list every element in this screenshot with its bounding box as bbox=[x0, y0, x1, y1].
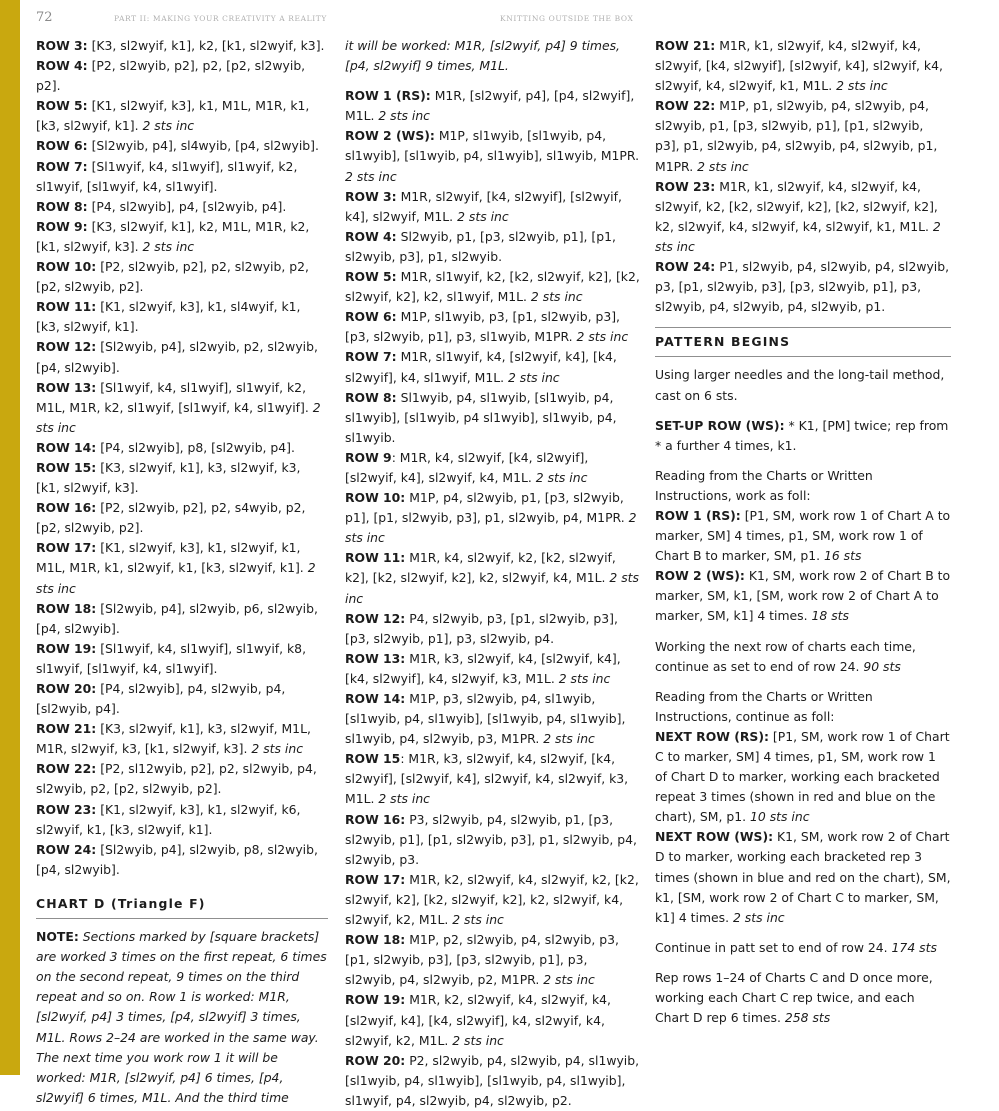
pattern-row bbox=[36, 378, 328, 438]
row-text: P2, sl2wyib, p4, sl2wyib, p4, sl1wyib, [sl1wyib, p4, sl1wyib], [sl1wyib, p4, sl1wyib], sl1wyif, p4, sl2wyib, p4, sl2wyib, p2. bbox=[345, 1052, 640, 1108]
row-label: ROW 5: bbox=[36, 98, 88, 114]
row-label: ROW 22: bbox=[36, 761, 97, 777]
row-label: ROW 18: bbox=[36, 600, 97, 616]
stitch-count: 2 sts inc bbox=[345, 168, 397, 184]
pattern-row bbox=[36, 840, 328, 880]
pattern-row bbox=[345, 649, 641, 689]
row-label: ROW 3: bbox=[345, 188, 397, 204]
pattern-row bbox=[36, 257, 328, 297]
chart-heading: CHART D (Triangle F) bbox=[36, 890, 328, 919]
row-text: [P2, sl2wyib, p2], p2, s4wyib, p2, [p2, sl2wyib, p2]. bbox=[36, 500, 306, 536]
stitch-count: 2 sts inc bbox=[378, 791, 430, 807]
pattern-row bbox=[36, 337, 328, 377]
column-3 bbox=[655, 36, 951, 1028]
continue-instructions bbox=[655, 938, 951, 958]
row-text: [K1, sl2wyif, k3], k1, M1L, M1R, k1, [k3, sl2wyif, k1]. bbox=[36, 98, 310, 134]
row-label: ROW 5: bbox=[345, 269, 397, 285]
pattern-row bbox=[36, 217, 328, 257]
column-2 bbox=[345, 36, 641, 1111]
row-text: M1R, k1, sl2wyif, k4, sl2wyif, k4, sl2wyif, k2, [k2, sl2wyif, k2], [k2, sl2wyif, k2], k2, sl2wyif, k4, sl2wyif, k4, sl2wyif, k1, M1L. bbox=[655, 178, 938, 234]
row-text: M1P, sl1wyib, [sl1wyib, p4, sl1wyib], [sl1wyib, p4, sl1wyib], sl1wyib, M1PR. bbox=[345, 128, 640, 164]
row-text: M1R, k1, sl2wyif, k4, sl2wyif, k4, sl2wyif, [k4, sl2wyif], [sl2wyif, k4], sl2wyif, k4, sl2wyif, k4, sl2wyif, k1, M1L. bbox=[655, 38, 943, 94]
stitch-count: 16 sts bbox=[823, 548, 862, 564]
row-text: : M1R, k4, sl2wyif, [k4, sl2wyif], [sl2wyif, k4], sl2wyif, k4, M1L. bbox=[345, 449, 589, 485]
row-text: [P4, sl2wyib], p8, [sl2wyib, p4]. bbox=[96, 439, 295, 455]
row-text: [Sl2wyib, p4], sl4wyib, [p4, sl2wyib]. bbox=[87, 138, 319, 154]
row-label: ROW 15: bbox=[36, 459, 97, 475]
row-label: ROW 14: bbox=[345, 691, 406, 706]
row-text: [K3, sl2wyif, k1], k2, M1L, M1R, k2, [k1, sl2wyif, k3]. bbox=[36, 218, 310, 254]
row-label: ROW 13: bbox=[345, 650, 406, 666]
row-text: [P1, SM, work row 1 of Chart A to marker, SM] 4 times, p1, SM, work row 1 of Chart B to marker, SM, p1. bbox=[655, 507, 951, 564]
pattern-row bbox=[655, 96, 951, 176]
row-label: ROW 21: bbox=[36, 721, 97, 737]
row-text: [K1, sl2wyif, k3], k1, sl2wyif, k6, sl2wyif, k1, [k3, sl2wyif, k1]. bbox=[36, 801, 301, 837]
working-text: Working the next row of charts each time, continue as set to end of row 24. bbox=[655, 638, 916, 674]
row-text: [K3, sl2wyif, k1], k3, sl2wyif, M1L, M1R, sl2wyif, k3, [k1, sl2wyif, k3]. bbox=[36, 721, 311, 757]
row-label: ROW 17: bbox=[345, 871, 406, 887]
stitch-count: 258 sts bbox=[784, 1010, 831, 1026]
stitch-count: 2 sts inc bbox=[535, 469, 588, 485]
pattern-row bbox=[36, 679, 328, 719]
pattern-row bbox=[655, 257, 951, 317]
stitch-count: 2 sts inc bbox=[558, 670, 611, 686]
pattern-row bbox=[345, 86, 641, 126]
note-text: Sections marked by [square brackets] are worked 3 times on the first repeat, 6 times on the second repeat, 9 times on the third repeat and so on. Row 1 is worked: M1R, [sl2wyif, p4] 3 times, [p4, sl2wyif] 3 times, M1L. Rows 2–24 are worked in the same way. The next time you work row 1 it will be worked: M1R, [sl2wyif, p4] 6 times, [p4, sl2wyif] 6 times, M1L. And the third time bbox=[36, 929, 327, 1105]
pattern-row bbox=[36, 438, 328, 458]
pattern-row bbox=[345, 267, 641, 307]
row-text: [K1, sl2wyif, k3], k1, sl2wyif, k1, M1L, M1R, k1, sl2wyif, k1, [k3, sl2wyif, k1]. bbox=[36, 540, 308, 576]
row-text: [P4, sl2wyib], p4, sl2wyib, p4, [sl2wyib, p4]. bbox=[36, 681, 286, 717]
setup-label: SET-UP ROW (WS): bbox=[655, 417, 785, 433]
pattern-row bbox=[345, 126, 641, 186]
stitch-count: 2 sts inc bbox=[543, 731, 595, 747]
row-label: ROW 8: bbox=[345, 389, 397, 405]
row-text: [Sl1wyif, k4, sl1wyif], sl1wyif, k2, sl1wyif, [sl1wyif, k4, sl1wyif]. bbox=[36, 158, 298, 194]
next-row-ws bbox=[655, 827, 951, 927]
pattern-row bbox=[345, 548, 641, 608]
row-label: ROW 21: bbox=[655, 38, 716, 53]
row-label: ROW 8: bbox=[36, 198, 88, 214]
pattern-row bbox=[36, 719, 328, 759]
stitch-count: 2 sts inc bbox=[142, 118, 195, 134]
pattern-row bbox=[345, 187, 641, 227]
pattern-row bbox=[655, 177, 951, 257]
row-text: M1P, p1, sl2wyib, p4, sl2wyib, p4, sl2wyib, p1, [p3, sl2wyib, p1], [p1, sl2wyib, p3], p1, sl2wyib, p4, sl2wyib, p4, sl2wyib, p1, M1PR. bbox=[655, 98, 938, 174]
row-label: ROW 1 (RS): bbox=[345, 88, 431, 104]
row-text: M1P, p3, sl2wyib, p4, sl1wyib, [sl1wyib, p4, sl1wyib], [sl1wyib, p4, sl1wyib], sl1wyib, p4, sl2wyib, p3, M1PR. bbox=[345, 691, 626, 747]
row-label: ROW 11: bbox=[36, 299, 97, 315]
stitch-count: 2 sts inc bbox=[36, 560, 316, 596]
row-label: ROW 20: bbox=[36, 681, 97, 696]
row-text: [Sl1wyif, k4, sl1wyif], sl1wyif, k8, sl1wyif, [sl1wyif, k4, sl1wyif]. bbox=[36, 640, 307, 676]
row-text: M1R, k3, sl2wyif, k4, [sl2wyif, k4], [k4, sl2wyif], k4, sl2wyif, k3, M1L. bbox=[345, 650, 621, 686]
row-text: M1R, sl1wyif, k2, [k2, sl2wyif, k2], [k2, sl2wyif, k2], k2, sl1wyif, M1L. bbox=[345, 269, 640, 305]
note-label: NOTE: bbox=[36, 929, 79, 945]
stitch-count: 2 sts inc bbox=[142, 238, 195, 254]
row-label: ROW 22: bbox=[655, 98, 716, 114]
row-label: ROW 4: bbox=[345, 228, 397, 244]
pattern-row-1 bbox=[655, 506, 951, 566]
stitch-count: 2 sts inc bbox=[345, 510, 637, 546]
row-text: P1, sl2wyib, p4, sl2wyib, p4, sl2wyib, p3, [p1, sl2wyib, p3], [p3, sl2wyib, p1], p3, sl2wyib, p4, sl2wyib, p4, sl2wyib, p1. bbox=[655, 259, 950, 315]
stitch-count: 2 sts inc bbox=[576, 329, 629, 345]
stitch-count: 10 sts inc bbox=[749, 809, 810, 825]
row-label: ROW 1 (RS): bbox=[655, 507, 741, 523]
next-row-rs bbox=[655, 727, 951, 827]
row-text: [P2, sl12wyib, p2], p2, sl2wyib, p4, sl2wyib, p2, [p2, sl2wyib, p2]. bbox=[36, 761, 317, 797]
row-label: ROW 10: bbox=[345, 490, 406, 506]
stitch-count: 2 sts inc bbox=[697, 158, 749, 174]
row-label: ROW 7: bbox=[345, 349, 397, 365]
row-text: M1P, sl1wyib, p3, [p1, sl2wyib, p3], [p3, sl2wyib, p1], p3, sl1wyib, M1PR. bbox=[345, 309, 620, 345]
row-list bbox=[655, 36, 951, 317]
pattern-row bbox=[345, 227, 641, 267]
repeat-instructions bbox=[655, 968, 951, 1028]
stitch-count: 2 sts inc bbox=[543, 972, 595, 988]
row-label: ROW 20: bbox=[345, 1052, 406, 1068]
accent-bar bbox=[0, 0, 20, 1075]
stitch-count: 174 sts bbox=[891, 939, 937, 955]
cast-on-text: Using larger needles and the long-tail method, cast on 6 sts. bbox=[655, 367, 945, 403]
stitch-count: 2 sts inc bbox=[452, 912, 504, 928]
row-text: M1P, p2, sl2wyib, p4, sl2wyib, p3, [p1, sl2wyib, p3], [p3, sl2wyib, p1], p3, sl2wyib, p4, sl2wyib, p2, M1PR. bbox=[345, 932, 619, 988]
row-text: [K3, sl2wyif, k1], k3, sl2wyif, k3, [k1, sl2wyif, k3]. bbox=[36, 459, 301, 496]
row-text: [Sl2wyib, p4], sl2wyib, p6, sl2wyib, [p4, sl2wyib]. bbox=[36, 600, 318, 636]
stitch-count: 18 sts bbox=[811, 608, 849, 624]
row-label: ROW 18: bbox=[345, 932, 406, 948]
row-text: [Sl2wyib, p4], sl2wyib, p8, sl2wyib, [p4, sl2wyib]. bbox=[36, 841, 318, 877]
row-label: ROW 3: bbox=[36, 38, 88, 53]
row-label: ROW 19: bbox=[345, 992, 406, 1008]
row-label: ROW 9: bbox=[36, 218, 88, 234]
row-text: M1R, k2, sl2wyif, k4, sl2wyif, k4, [sl2wyif, k4], [k4, sl2wyif], k4, sl2wyif, k4, sl2wyif, k2, M1L. bbox=[345, 992, 611, 1048]
reading-instructions-1: Reading from the Charts or Written Instructions, work as foll: bbox=[655, 467, 873, 503]
pattern-row bbox=[36, 639, 328, 679]
stitch-count: 2 sts inc bbox=[732, 909, 785, 925]
row-text: K1, SM, work row 2 of Chart B to marker, SM, k1, [SM, work row 2 of Chart A to marker, SM, k1] 4 times. bbox=[655, 568, 951, 624]
row-text: : M1R, k3, sl2wyif, k4, sl2wyif, [k4, sl2wyif], [sl2wyif, k4], sl2wyif, k4, sl2wyif, k3, M1L. bbox=[345, 751, 629, 807]
row-text: Sl1wyib, p4, sl1wyib, [sl1wyib, p4, sl1wyib], [sl1wyib, p4 sl1wyib], sl1wyib, p4, sl1wyib. bbox=[345, 389, 617, 445]
row-label: ROW 19: bbox=[36, 640, 97, 656]
pattern-row bbox=[345, 448, 641, 488]
row-text: [K1, sl2wyif, k3], k1, sl4wyif, k1, [k3, sl2wyif, k1]. bbox=[36, 299, 301, 335]
pattern-row bbox=[36, 759, 328, 799]
pattern-row bbox=[36, 458, 328, 498]
pattern-row bbox=[345, 388, 641, 448]
row-label: ROW 23: bbox=[36, 801, 97, 817]
row-label: ROW 4: bbox=[36, 58, 88, 74]
stitch-count: 2 sts inc bbox=[836, 78, 888, 94]
row-label: ROW 14: bbox=[36, 439, 97, 455]
pattern-row bbox=[345, 347, 641, 387]
row-text: M1R, sl2wyif, [k4, sl2wyif], [sl2wyif, k4], sl2wyif, M1L. bbox=[345, 188, 622, 224]
pattern-row bbox=[36, 136, 328, 156]
row-label: ROW 24: bbox=[655, 259, 716, 275]
page-header bbox=[36, 10, 947, 28]
row-text: Sl2wyib, p1, [p3, sl2wyib, p1], [p1, sl2wyib, p3], p1, sl2wyib. bbox=[345, 228, 616, 264]
row-label: ROW 9 bbox=[345, 449, 392, 465]
pattern-row bbox=[36, 800, 328, 840]
pattern-heading: PATTERN BEGINS bbox=[655, 327, 951, 357]
row-text: [P2, sl2wyib, p2], p2, sl2wyib, p2, [p2, sl2wyib, p2]. bbox=[36, 259, 309, 295]
row-list bbox=[36, 36, 328, 880]
row-text: K1, SM, work row 2 of Chart D to marker, working each bracketed rep 3 times (shown in blue and red on the chart), SM, k1, [SM, work row 2 of Chart C to marker, SM, k1] 4 times. bbox=[655, 829, 951, 925]
row-label: ROW 6: bbox=[36, 138, 88, 154]
row-text: M1P, p4, sl2wyib, p1, [p3, sl2wyib, p1], [p1, sl2wyib, p3], p1, sl2wyib, p4, M1PR. bbox=[345, 490, 629, 526]
page-number: 72 bbox=[36, 10, 53, 25]
row-label: ROW 15 bbox=[345, 751, 401, 767]
pattern-row bbox=[36, 197, 328, 217]
continue-text: Continue in patt set to end of row 24. bbox=[655, 939, 892, 955]
pattern-row bbox=[345, 810, 641, 870]
pattern-row bbox=[345, 488, 641, 548]
row-label: ROW 23: bbox=[655, 178, 716, 194]
pattern-row bbox=[345, 609, 641, 649]
pattern-row bbox=[36, 36, 328, 56]
row-label: ROW 16: bbox=[36, 500, 97, 516]
row-label: ROW 13: bbox=[36, 379, 97, 395]
stitch-count: 2 sts inc bbox=[655, 218, 941, 254]
row-text: M1R, [sl2wyif, p4], [p4, sl2wyif], M1L. bbox=[345, 88, 635, 124]
pattern-row bbox=[36, 498, 328, 538]
pattern-row bbox=[345, 870, 641, 930]
pattern-row bbox=[36, 297, 328, 337]
row-label: NEXT ROW (RS): bbox=[655, 728, 769, 744]
row-label: ROW 24: bbox=[36, 841, 97, 857]
row-label: ROW 6: bbox=[345, 309, 397, 325]
pattern-row-2 bbox=[655, 566, 951, 626]
row-text: P3, sl2wyib, p4, sl2wyib, p1, [p3, sl2wyib, p1], [p1, sl2wyib, p3], p1, sl2wyib, p4, sl2wyib, p3. bbox=[345, 811, 637, 867]
row-text: [Sl1wyif, k4, sl1wyif], sl1wyif, k2, M1L, M1R, k2, sl1wyif, [sl1wyif, k4, sl1wyif]. bbox=[36, 379, 313, 415]
pattern-row bbox=[36, 599, 328, 639]
pattern-row bbox=[345, 1051, 641, 1111]
pattern-row bbox=[345, 749, 641, 809]
stitch-count: 2 sts inc bbox=[507, 369, 560, 385]
pattern-row bbox=[345, 930, 641, 990]
note-continuation: it will be worked: M1R, [sl2wyif, p4] 9 times, [p4, sl2wyif] 9 times, M1L. bbox=[345, 38, 620, 74]
stitch-count: 90 sts bbox=[863, 658, 901, 674]
setup-text: * K1, [PM] twice; rep from * a further 4 times, k1. bbox=[655, 417, 949, 453]
pattern-row bbox=[345, 307, 641, 347]
repeat-text: Rep rows 1–24 of Charts C and D once more, working each Chart C rep twice, and each Chart D rep 6 times. bbox=[655, 969, 933, 1026]
reading-instructions-2: Reading from the Charts or Written Instructions, continue as foll: bbox=[655, 688, 873, 724]
row-text: P4, sl2wyib, p3, [p1, sl2wyib, p3], [p3, sl2wyib, p1], p3, sl2wyib, p4. bbox=[345, 610, 618, 646]
pattern-row bbox=[36, 96, 328, 136]
stitch-count: 2 sts inc bbox=[378, 108, 430, 124]
row-label: NEXT ROW (WS): bbox=[655, 829, 774, 845]
row-text: [P2, sl2wyib, p2], p2, [p2, sl2wyib, p2]. bbox=[36, 58, 306, 94]
row-text: M1R, sl1wyif, k4, [sl2wyif, k4], [k4, sl2wyif], k4, sl1wyif, M1L. bbox=[345, 349, 617, 385]
stitch-count: 2 sts inc bbox=[530, 289, 583, 305]
setup-row bbox=[655, 416, 951, 456]
chart-note bbox=[36, 927, 328, 1108]
pattern-row bbox=[655, 36, 951, 96]
row-label: ROW 7: bbox=[36, 158, 88, 174]
stitch-count: 2 sts inc bbox=[251, 741, 304, 757]
row-label: ROW 12: bbox=[36, 339, 97, 355]
working-instructions bbox=[655, 637, 951, 677]
pattern-row bbox=[345, 990, 641, 1050]
pattern-row bbox=[345, 689, 641, 749]
row-label: ROW 10: bbox=[36, 259, 97, 275]
running-head-right: KNITTING OUTSIDE THE BOX bbox=[500, 14, 634, 23]
column-1 bbox=[36, 36, 328, 1108]
row-text: [P1, SM, work row 1 of Chart C to marker, SM] 4 times, p1, SM, work row 1 of Chart D to marker, working each bracketed repeat 3 times (shown in red and blue on the chart), SM, p1. bbox=[655, 728, 950, 825]
row-label: ROW 2 (WS): bbox=[655, 568, 745, 584]
row-text: M1R, k2, sl2wyif, k4, sl2wyif, k2, [k2, sl2wyif, k2], [k2, sl2wyif, k2], k2, sl2wyif, k4, sl2wyif, k2, M1L. bbox=[345, 871, 639, 928]
row-label: ROW 11: bbox=[345, 550, 406, 566]
running-head-left: PART II: MAKING YOUR CREATIVITY A REALITY bbox=[114, 14, 327, 23]
stitch-count: 2 sts inc bbox=[36, 399, 321, 435]
pattern-row bbox=[36, 538, 328, 598]
row-list bbox=[345, 86, 641, 1111]
row-text: M1R, k4, sl2wyif, k2, [k2, sl2wyif, k2], [k2, sl2wyif, k2], k2, sl2wyif, k4, M1L. bbox=[345, 550, 616, 586]
pattern-row bbox=[36, 56, 328, 96]
stitch-count: 2 sts inc bbox=[452, 1032, 504, 1048]
row-label: ROW 16: bbox=[345, 811, 406, 827]
pattern-row bbox=[36, 157, 328, 197]
row-label: ROW 12: bbox=[345, 610, 406, 626]
stitch-count: 2 sts inc bbox=[457, 208, 509, 224]
row-text: [K3, sl2wyif, k1], k2, [k1, sl2wyif, k3]. bbox=[87, 38, 325, 53]
stitch-count: 2 sts inc bbox=[345, 570, 639, 606]
row-label: ROW 2 (WS): bbox=[345, 128, 435, 144]
row-text: [Sl2wyib, p4], sl2wyib, p2, sl2wyib, [p4, sl2wyib]. bbox=[36, 339, 318, 375]
row-text: [P4, sl2wyib], p4, [sl2wyib, p4]. bbox=[87, 198, 287, 214]
row-label: ROW 17: bbox=[36, 540, 97, 556]
